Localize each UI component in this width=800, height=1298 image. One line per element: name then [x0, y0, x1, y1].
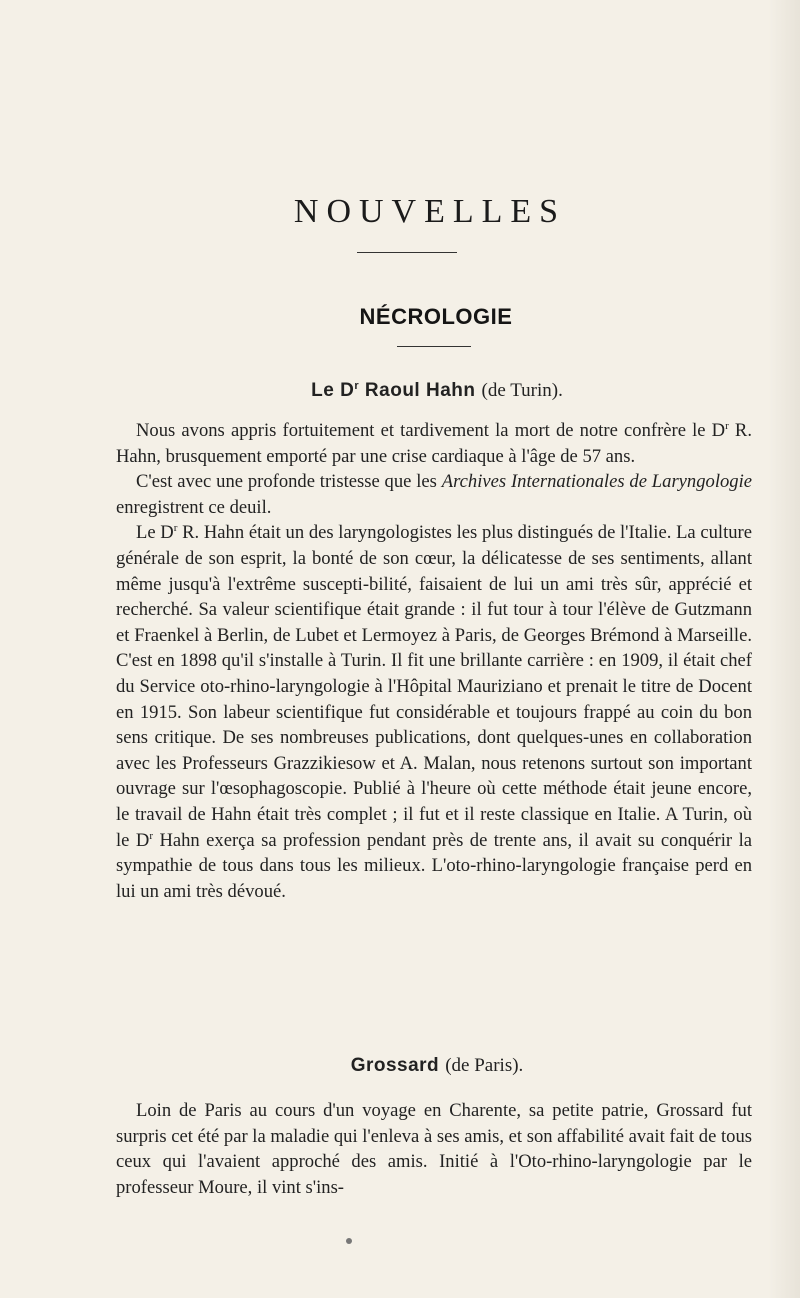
page-title: NOUVELLES	[293, 193, 567, 230]
heading-prefix: Le D	[311, 380, 355, 401]
obituary-heading-grossard	[0, 1054, 800, 1077]
heading-place: (de Paris).	[445, 1055, 524, 1076]
paragraph: C'est avec une profonde tristesse que les Archives Internationales de Laryngologie enregistrent ce deuil.	[116, 471, 753, 518]
paragraph: Nous avons appris fortuitement et tardivement la mort de notre confrère le $D^r$ R. Hahn, brusquement emporté par une crise cardiaque à l'âge de 57 ans.	[116, 420, 752, 467]
paragraph: Le $D^r$ R. Hahn était un des laryngologistes les plus distingués de l'Italie. La culture générale de son esprit, la bonté de son cœur, la délicatesse de ses sentiments, allant même jusqu'à l'extrême suscepti-bilité, faisaient de lui un ami très sûr, apprécié et recherché. Sa valeur scientifique était grande : il fut tour à tour l'élève de Gutzmann et Fraenkel à Berlin, de Lubet et Lermoyez à Paris, de Georges Brémond à Marseille. C'est en 1898 qu'il s'installe à Turin. Il fit une brillante carrière : en 1909, il était chef du Service oto-rhino-laryngologie à l'Hôpital Mauriziano et prenait le titre de Docent en 1915. Son labeur scientifique fut considérable et toujours frappé au coin du bon sens critique. De ses nombreuses publications, dont quelques-unes en collaboration avec les Professeurs Grazzikiesow et A. Malan, nous retenons surtout son important ouvrage sur l'œsophagoscopie. Publié à l'heure où cette méthode était jeune encore, le travail de Hahn était très complet ; il fut et il reste classique en Italie. A Turin, où le $D^r$ Hahn exerça sa profession pendant près de trente ans, il avait su conquérir la sympathie de tous dans tous les milieux. L'oto-rhino-laryngologie française perd en lui un ami très dévoué.	[116, 522, 753, 902]
heading-place: (de Turin).	[481, 380, 563, 401]
paragraph: Loin de Paris au cours d'un voyage en Charente, sa petite patrie, Grossard fut surpris cet été par la maladie qui l'enleva à ses amis, et son affabilité avait fait de tous ceux qui l'avaient approché des amis. Initié à l'Oto-rhino-laryngologie par le professeur Moure, il vint s'ins-	[116, 1100, 753, 1198]
heading-name: Grossard	[350, 1055, 440, 1076]
obituary-heading-hahn	[0, 379, 800, 402]
title-rule	[357, 252, 457, 253]
heading-name: Raoul Hahn	[364, 380, 476, 401]
obituary-body-hahn	[116, 418, 752, 904]
journal-title: Archives Internationales de Laryngologie	[441, 471, 753, 493]
obituary-body-grossard	[116, 1098, 752, 1200]
heading-sup: r	[354, 380, 360, 392]
section-title: NÉCROLOGIE	[359, 304, 513, 329]
page-mark	[346, 1238, 352, 1244]
section-rule	[397, 346, 471, 347]
